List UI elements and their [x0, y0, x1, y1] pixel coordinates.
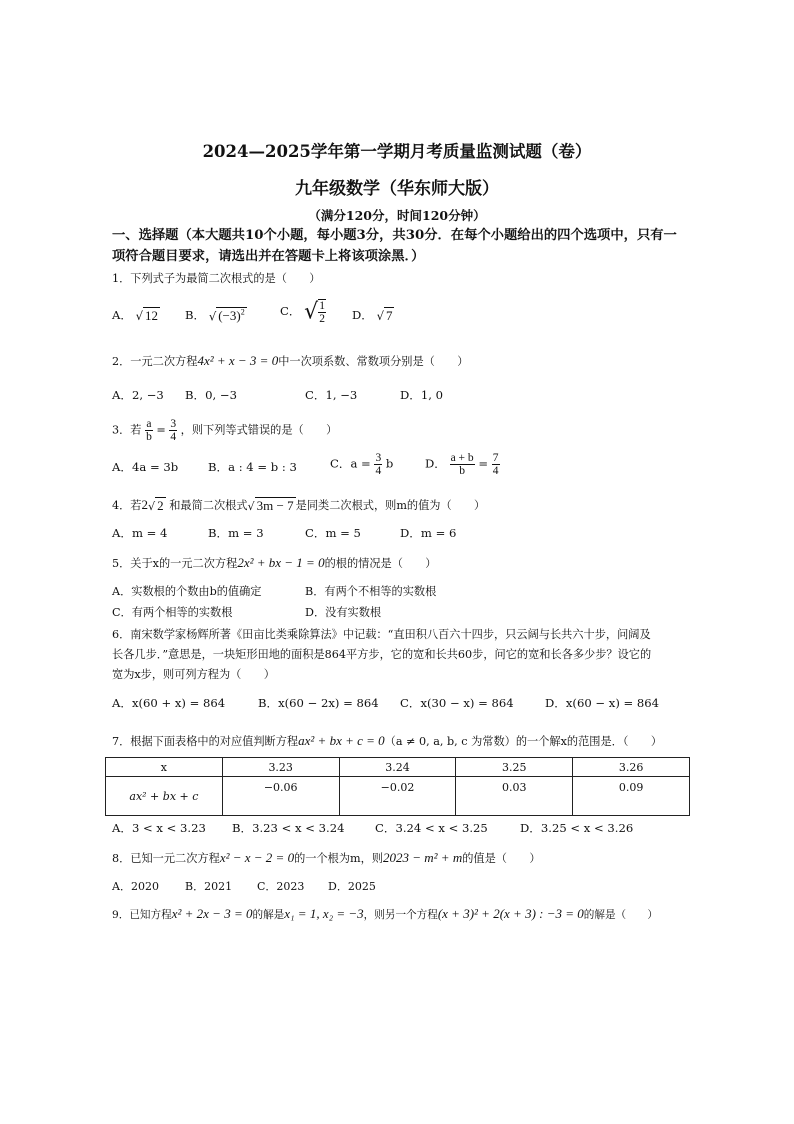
- q1-stem: 1．下列式子为最简二次根式的是（ ）: [112, 272, 321, 285]
- q4-option-c: C．m = 5: [305, 526, 361, 540]
- q3-frac-ab: [145, 418, 153, 443]
- q2-option-a: A．2, −3: [112, 388, 164, 402]
- q7-pre: 7．根据下面表格中的对应值判断方程: [112, 735, 299, 748]
- q8-option-d: D．2025: [328, 880, 376, 893]
- q2-post: 中一次项系数、常数项分别是（ ）: [278, 355, 469, 368]
- q4-sqrt1: √ 2: [148, 498, 164, 513]
- q2-option-d: D．1, 0: [400, 388, 444, 402]
- q7-option-d: D．3.25 < x < 3.26: [520, 821, 634, 835]
- q1-c-den: 2: [319, 313, 325, 325]
- q5-post: 的根的情况是（ ）: [324, 557, 437, 570]
- q7-value-table: [105, 757, 690, 816]
- q3-option-c: [330, 452, 393, 477]
- q1-c-num: 1: [319, 300, 325, 312]
- section-heading-line1: 一、选择题（本大题共10个小题，每小题3分，共30分．在每个小题给出的四个选项中，只有一: [112, 228, 677, 243]
- q2-equation: 4x² + x − 3 = 0: [197, 353, 279, 368]
- q9-mid1: 的解是: [252, 909, 285, 921]
- q7-table-value-row: [106, 777, 690, 816]
- q3-option-d: [425, 452, 500, 477]
- q1-b-rad: [216, 307, 247, 323]
- q4-option-a: A．m = 4: [112, 526, 168, 540]
- q5-option-d: D．没有实数根: [305, 606, 382, 619]
- q7-table-cell: 3.23: [222, 758, 339, 777]
- section-heading: [112, 225, 692, 267]
- q1-a-sqrt: √ 12: [135, 308, 159, 323]
- q9-solution: x₁ = 1, x₂ = −3: [284, 906, 364, 921]
- q5-pre: 5．关于x的一元二次方程: [112, 557, 238, 570]
- q1-option-b: [185, 307, 247, 324]
- q3-eq: =: [156, 423, 166, 437]
- q3-d-frac2: [492, 452, 500, 477]
- q7-table-cell: ax² + bx + c: [106, 777, 223, 816]
- q7-option-c: C．3.24 < x < 3.25: [375, 821, 488, 835]
- q9-equation-2: (x + 3)² + 2(x + 3) : −3 = 0: [437, 906, 584, 921]
- q3-d-pre: D．: [425, 456, 446, 471]
- q3-c-pre: C．a =: [330, 456, 371, 471]
- q3-c-num: 3: [375, 452, 382, 464]
- q2-option-c: C．1, −3: [305, 388, 358, 402]
- q7-table-cell: −0.02: [339, 777, 456, 816]
- q6-option-b: B．x(60 − 2x) = 864: [258, 696, 379, 710]
- q1-b-exp: 2: [240, 307, 245, 317]
- q3-num1: a: [146, 418, 152, 430]
- q1-c-frac: [318, 299, 326, 325]
- q1-d-rad: 7: [385, 308, 393, 323]
- q4-mid: 和最简二次根式: [169, 499, 248, 512]
- exam-title: 2024—2025学年第一学期月考质量监测试题（卷）: [202, 142, 592, 161]
- q3-d-eq: =: [478, 456, 489, 471]
- q2-option-b: B．0, −3: [185, 388, 237, 402]
- q7-table-cell: 0.09: [573, 777, 690, 816]
- q8-mid: 的一个根为m，则: [294, 852, 383, 865]
- q9-mid2: ，则另一个方程: [363, 909, 438, 921]
- q9-pre: 9．已知方程: [112, 909, 172, 921]
- q7-option-a: A．3 < x < 3.23: [112, 821, 206, 835]
- q9-post: 的解是（ ）: [583, 909, 658, 921]
- q7-table-cell: 3.24: [339, 758, 456, 777]
- q8-expression: 2023 − m² + m: [383, 850, 463, 865]
- q3-frac-34: [169, 418, 177, 443]
- q9-stem: [112, 906, 692, 922]
- q6-option-c: C．x(30 − x) = 864: [400, 696, 514, 710]
- q2-pre: 2．一元二次方程: [112, 355, 198, 368]
- q3-d-num: a + b: [450, 452, 474, 464]
- q4-option-b: B．m = 3: [208, 526, 264, 540]
- q2-stem: [112, 353, 692, 369]
- q1-c-sqrt: √ $\frac{1}{2}$: [304, 299, 325, 325]
- q4-rad2: 3m − 7: [256, 498, 294, 513]
- q1-a-label: A．: [112, 308, 132, 322]
- q3-option-b: B．a : 4 = b : 3: [208, 460, 297, 474]
- q8-stem: [112, 850, 692, 866]
- q8-pre: 8．已知一元二次方程: [112, 852, 220, 865]
- q3-d-num2: 7: [492, 452, 499, 464]
- q6-line2: 长各几步．”意思是，一块矩形田地的面积是864平方步，它的宽和长共60步，问它的宽和长各多少步？设它的: [112, 648, 652, 661]
- q6-option-a: A．x(60 + x) = 864: [112, 696, 226, 710]
- q5-equation: 2x² + bx − 1 = 0: [237, 555, 325, 570]
- q3-d-frac: [450, 452, 475, 477]
- q7-option-b: B．3.23 < x < 3.24: [232, 821, 345, 835]
- q8-option-a: A．2020: [112, 880, 159, 893]
- q8-equation: x² − x − 2 = 0: [219, 850, 295, 865]
- q3-c-post: b: [385, 456, 394, 471]
- q3-option-a: A．4a = 3b: [112, 460, 179, 474]
- q7-table-header-row: [106, 758, 690, 777]
- q1-b-sqrt: √ $(-3)^2$: [208, 307, 245, 324]
- q5-option-a: A．实数根的个数由b的值确定: [112, 585, 262, 598]
- q8-post: 的值是（ ）: [462, 852, 541, 865]
- q1-b-label: B．: [185, 308, 206, 322]
- exam-subtitle: 九年级数学（华东师大版）: [295, 179, 499, 199]
- q3-den1: b: [146, 431, 152, 443]
- q5-option-b: B．有两个不相等的实数根: [305, 585, 437, 598]
- section-heading-line2: 项符合题目要求，请选出并在答题卡上将该项涂黑．）: [112, 249, 425, 264]
- q1-d-label: D．: [352, 308, 373, 322]
- q3-d-den: b: [459, 465, 465, 477]
- q3-d-den2: 4: [492, 465, 499, 477]
- q7-post: 的一个解x的范围是．（ ）: [515, 735, 663, 748]
- q7-equation: ax² + bx + c = 0: [298, 733, 385, 748]
- q7-cond: （a ≠ 0, a, b, c 为常数）: [384, 735, 516, 748]
- q4-pre: 4．若: [112, 499, 142, 512]
- q7-table-cell: 3.25: [456, 758, 573, 777]
- exam-meta: （满分120分，时间120分钟）: [308, 208, 486, 223]
- q7-table-cell: −0.06: [222, 777, 339, 816]
- q4-option-d: D．m = 6: [400, 526, 457, 540]
- q1-a-rad: 12: [145, 308, 159, 323]
- q4-rad1: 2: [157, 498, 164, 513]
- q5-stem: [112, 555, 692, 571]
- q7-table-cell: 3.26: [573, 758, 690, 777]
- q7-stem: [112, 733, 692, 749]
- q1-c-label: C．: [280, 304, 301, 318]
- q1-option-d: [352, 307, 394, 324]
- q3-post: ，则下列等式错误的是（ ）: [180, 423, 338, 437]
- q4-sqrt2: √ 3m − 7: [247, 498, 294, 513]
- q4-stem: [112, 497, 692, 514]
- q1-d-sqrt: √ 7: [376, 308, 393, 323]
- q6-line3: 宽为x步，则可列方程为（ ）: [112, 668, 275, 681]
- q4-post: 是同类二次根式，则m的值为（ ）: [295, 499, 486, 512]
- q3-den2: 4: [170, 431, 177, 443]
- q1-option-c: [280, 299, 326, 325]
- q7-table-cell: x: [106, 758, 223, 777]
- q3-c-frac: [374, 452, 382, 477]
- q3-num2: 3: [170, 418, 177, 430]
- q8-option-b: B．2021: [185, 880, 233, 893]
- q8-option-c: C．2023: [257, 880, 305, 893]
- q6-line1: 6．南宋数学家杨辉所著《田亩比类乘除算法》中记载：“直田积八百六十四步，只云阔与长共六十步，问阔及: [112, 628, 651, 641]
- q3-stem: [112, 418, 692, 443]
- q4-coef: 2: [141, 497, 148, 512]
- q7-table-cell: 0.03: [456, 777, 573, 816]
- q1-option-a: [112, 307, 160, 324]
- q5-option-c: C．有两个相等的实数根: [112, 606, 233, 619]
- q9-equation-1: x² + 2x − 3 = 0: [171, 906, 253, 921]
- q6-option-d: D．x(60 − x) = 864: [545, 696, 660, 710]
- q1-b-base: (−3): [218, 308, 241, 324]
- q3-pre: 3．若: [112, 423, 142, 437]
- q3-c-den: 4: [375, 465, 382, 477]
